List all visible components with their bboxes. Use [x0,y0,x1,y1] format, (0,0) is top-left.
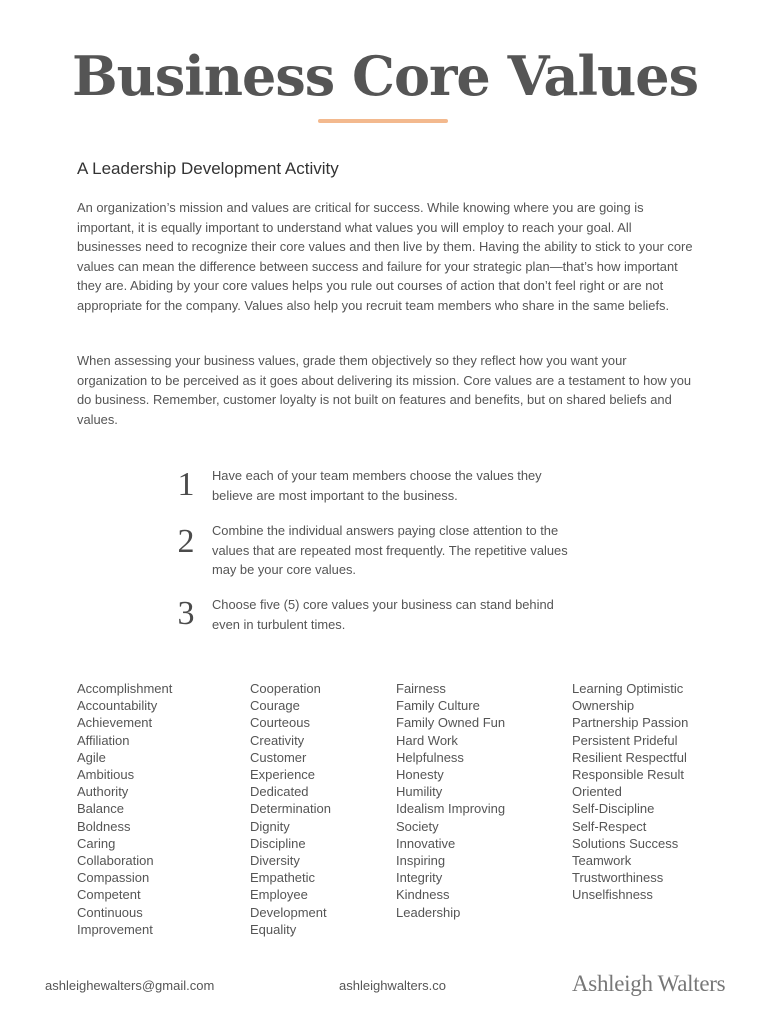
value-item: Competent [77,887,141,903]
value-item: Equality [250,921,297,937]
value-item: Dedicated [250,784,309,800]
value-item: Authority [77,784,129,800]
values-list-column-2 [250,680,331,938]
value-item: Compassion [77,870,150,886]
value-item: Discipline [250,835,306,851]
value-item: Experience [250,767,316,783]
values-list-column-4 [572,680,688,904]
value-item: Accomplishment [77,681,173,696]
footer-website: ashleighwalters.co [339,978,446,993]
value-item: Idealism Improving [396,801,506,817]
values-list-column-3 [396,680,505,921]
value-item: Helpfulness [396,749,464,765]
value-item: Collaboration [77,853,154,869]
value-item: Achievement [77,715,153,731]
value-item: Improvement [77,921,153,937]
value-item: Employee [250,887,308,903]
value-item: Balance [77,801,124,817]
value-item: Kindness [396,887,450,903]
value-item: Courteous [250,715,310,731]
value-item: Accountability [77,698,158,714]
section-subtitle: A Leadership Development Activity [77,159,339,178]
value-item: Partnership Passion [572,715,689,731]
value-item: Leadership [396,904,461,920]
value-item: Resilient Respectful [572,749,687,765]
value-item: Boldness [77,818,131,834]
value-item: Continuous [77,904,143,920]
value-item: Caring [77,835,116,851]
value-item: Learning Optimistic [572,681,684,696]
value-item: Affiliation [77,732,130,748]
value-item: Responsible Result [572,767,685,783]
value-item: Hard Work [396,732,458,748]
value-item: Society [396,818,439,834]
footer-brand-logo: Ashleigh Walters [572,971,726,996]
value-item: Oriented [572,784,622,800]
value-item: Self-Respect [572,818,647,834]
value-item: Honesty [396,767,444,783]
value-item: Fairness [396,681,446,696]
step-number: 2 [177,523,195,560]
value-item: Dignity [250,818,290,834]
value-item: Integrity [396,870,443,886]
value-item: Customer [250,749,307,765]
step-text: Combine the individual answers paying close attention to the values that are repeated most frequently. The repetitive values may be your core values. [212,523,568,578]
value-item: Family Culture [396,698,480,714]
value-item: Self-Discipline [572,801,655,817]
value-item: Family Owned Fun [396,715,506,731]
value-item: Innovative [396,835,456,851]
value-item: Teamwork [572,853,632,869]
document-title: Business Core Values [71,44,699,108]
values-list-column-1 [77,680,172,938]
footer-email: ashleighewalters@gmail.com [45,978,215,993]
assessment-paragraph: When assessing your business values, grade them objectively so they reflect how you want your organization to be perceived as it goes about delivering its mission. Core values are a testament to how you do business. Remember, customer loyalty is not built on features and benefits, but on shared beliefs and values. [77,353,692,427]
value-item: Ownership [572,698,635,714]
value-item: Courage [250,698,300,714]
value-item: Solutions Success [572,835,679,851]
value-item: Inspiring [396,853,446,869]
step-number: 3 [177,595,195,632]
value-item: Diversity [250,853,300,869]
value-item: Ambitious [77,767,135,783]
value-item: Trustworthiness [572,870,664,886]
step-text: Choose five (5) core values your business can stand behind even in turbulent times. [212,597,554,632]
title-accent-divider [318,119,448,123]
value-item: Unselfishness [572,887,653,903]
value-item: Development [250,904,327,920]
step-number: 1 [177,466,195,503]
step-text: Have each of your team members choose the values they believe are most important to the business. [212,468,542,503]
value-item: Agile [77,749,106,765]
intro-paragraph: An organization’s mission and values are critical for success. While knowing where you are going is important, it is equally important to understand what values you will employ to reach your goal. All businesses need to recognize their core values and then live by them. Having the ability to stick to your core values can mean the difference between success and failure for your strategic plan—that’s how important they are. Abiding by your core values helps you rule out courses of action that don’t feel right or are not appropriate for the company. Values also help you recruit team members who share in the same beliefs. [77,200,693,313]
value-item: Empathetic [250,870,316,886]
value-item: Humility [396,784,443,800]
value-item: Creativity [250,732,305,748]
value-item: Cooperation [250,681,321,696]
value-item: Persistent Prideful [572,732,678,748]
value-item: Determination [250,801,331,817]
